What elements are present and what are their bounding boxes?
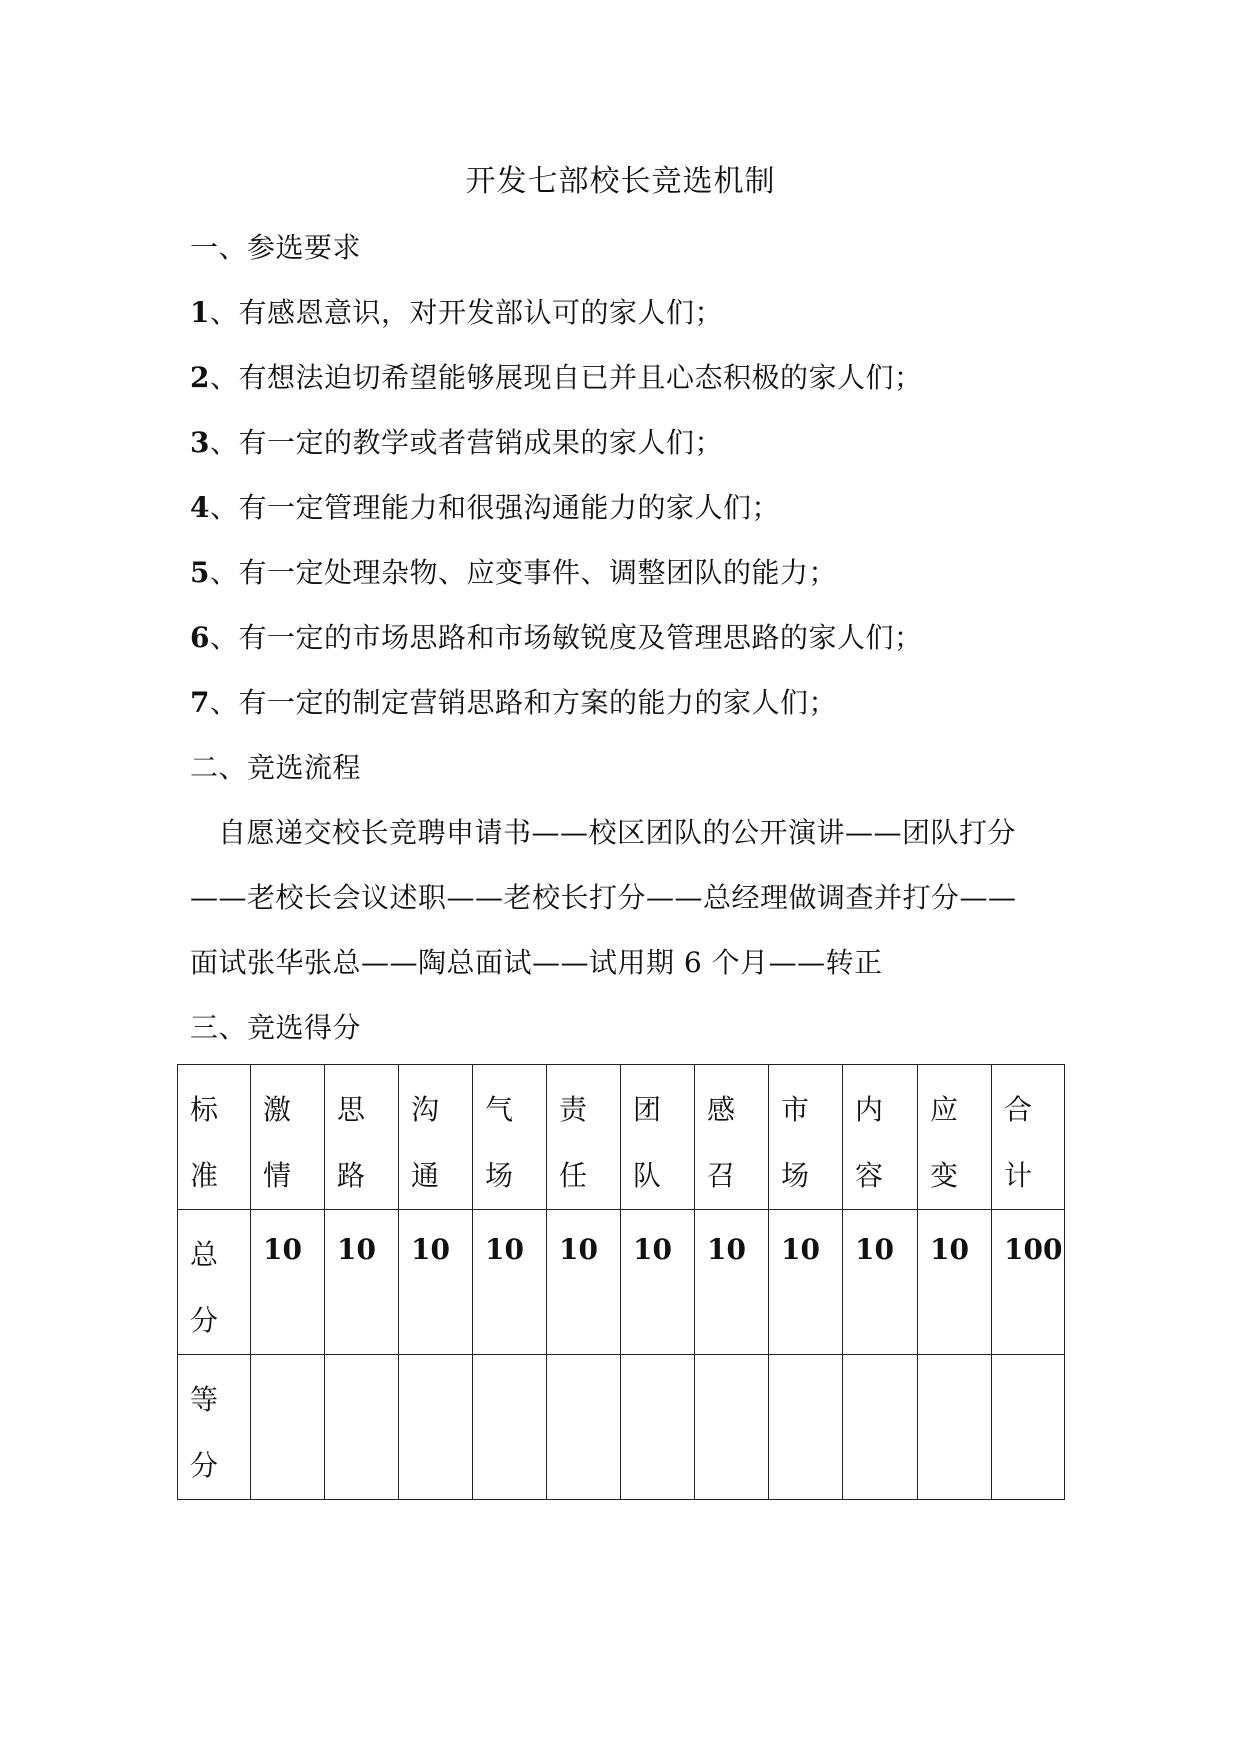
table-cell — [325, 1355, 399, 1500]
document-title: 开发七部校长竞选机制 — [465, 164, 776, 199]
requirement-item: 5、有一定处理杂物、应变事件、调整团队的能力； — [190, 556, 837, 589]
table-cell: 10 — [325, 1210, 399, 1355]
process-line: ——老校长会议述职——老校长打分——总经理做调查并打分—— — [190, 881, 1017, 914]
requirement-item: 3、有一定的教学或者营销成果的家人们； — [190, 426, 723, 459]
table-row-total — [178, 1210, 1065, 1355]
table-cell: 10 — [473, 1210, 547, 1355]
table-cell — [769, 1355, 843, 1500]
requirement-item: 6、有一定的市场思路和市场敏锐度及管理思路的家人们； — [190, 621, 923, 654]
table-cell: 10 — [769, 1210, 843, 1355]
requirement-item: 2、有想法迫切希望能够展现自已并且心态积极的家人们； — [190, 361, 923, 394]
table-header-cell: 感 召 — [695, 1065, 769, 1210]
process-line: 面试张华张总——陶总面试——试用期 6 个月——转正 — [190, 946, 883, 979]
table-row-label: 等 分 — [178, 1355, 251, 1500]
table-header-cell: 激 情 — [251, 1065, 325, 1210]
table-cell: 10 — [251, 1210, 325, 1355]
table-cell — [843, 1355, 918, 1500]
table-cell: 100 — [992, 1210, 1065, 1355]
table-header-cell: 内 容 — [843, 1065, 918, 1210]
requirement-item: 4、有一定管理能力和很强沟通能力的家人们； — [190, 491, 780, 524]
score-table — [177, 1064, 1065, 1500]
table-cell — [251, 1355, 325, 1500]
table-header-cell: 气 场 — [473, 1065, 547, 1210]
table-cell: 10 — [547, 1210, 621, 1355]
table-cell: 10 — [399, 1210, 473, 1355]
table-header-cell: 市 场 — [769, 1065, 843, 1210]
table-cell — [695, 1355, 769, 1500]
table-row-label: 总 分 — [178, 1210, 251, 1355]
table-header-cell: 合 计 — [992, 1065, 1065, 1210]
table-cell — [399, 1355, 473, 1500]
table-header-cell: 标 准 — [178, 1065, 251, 1210]
table-row-equal — [178, 1355, 1065, 1500]
table-cell: 10 — [843, 1210, 918, 1355]
table-header-cell: 团 队 — [621, 1065, 695, 1210]
section2-heading: 二、竞选流程 — [190, 751, 362, 784]
section3-heading: 三、竞选得分 — [190, 1011, 362, 1044]
requirement-item: 1、有感恩意识，对开发部认可的家人们； — [190, 296, 723, 329]
table-cell: 10 — [621, 1210, 695, 1355]
table-header-row — [178, 1065, 1065, 1210]
table-cell — [621, 1355, 695, 1500]
table-cell — [992, 1355, 1065, 1500]
table-cell: 10 — [695, 1210, 769, 1355]
table-header-cell: 思 路 — [325, 1065, 399, 1210]
table-header-cell: 责 任 — [547, 1065, 621, 1210]
requirement-item: 7、有一定的制定营销思路和方案的能力的家人们； — [190, 686, 837, 719]
table-cell — [547, 1355, 621, 1500]
table-cell: 10 — [918, 1210, 992, 1355]
table-header-cell: 应 变 — [918, 1065, 992, 1210]
process-line: 自愿递交校长竞聘申请书——校区团队的公开演讲——团队打分 — [218, 816, 1017, 849]
table-cell — [918, 1355, 992, 1500]
section1-heading: 一、参选要求 — [190, 231, 362, 264]
table-header-cell: 沟 通 — [399, 1065, 473, 1210]
table-cell — [473, 1355, 547, 1500]
